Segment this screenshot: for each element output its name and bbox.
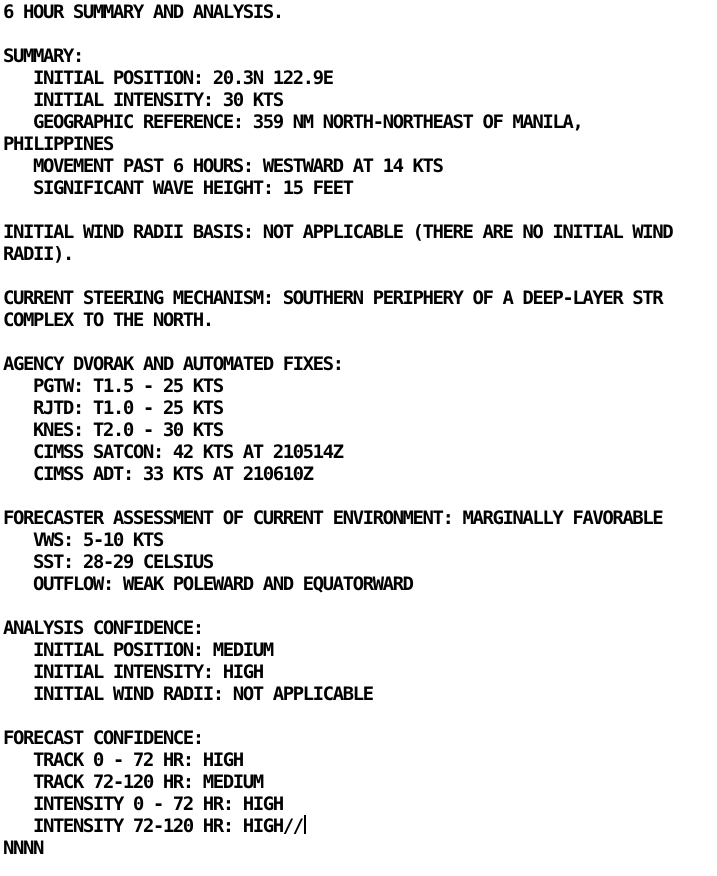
text-line: AGENCY DVORAK AND AUTOMATED FIXES: bbox=[3, 353, 343, 375]
section-heading bbox=[3, 1, 717, 23]
section-current-steering-mechanism bbox=[3, 287, 717, 331]
text-line: INITIAL INTENSITY: HIGH bbox=[3, 661, 263, 683]
text-line: INITIAL WIND RADII: NOT APPLICABLE bbox=[3, 683, 373, 705]
text-line: CIMSS ADT: 33 KTS AT 210610Z bbox=[3, 463, 313, 485]
line-text: INTENSITY 72-120 HR: HIGH// bbox=[3, 815, 303, 837]
text-line: COMPLEX TO THE NORTH. bbox=[3, 309, 213, 331]
section-end-of-message bbox=[3, 837, 717, 859]
text-line: TRACK 72-120 HR: MEDIUM bbox=[3, 771, 263, 793]
text-line: FORECAST CONFIDENCE: bbox=[3, 727, 203, 749]
text-line: INITIAL POSITION: MEDIUM bbox=[3, 639, 273, 661]
text-line: RJTD: T1.0 - 25 KTS bbox=[3, 397, 223, 419]
text-line: ANALYSIS CONFIDENCE: bbox=[3, 617, 203, 639]
text-line: MOVEMENT PAST 6 HOURS: WESTWARD AT 14 KTS bbox=[3, 155, 443, 177]
section-summary bbox=[3, 45, 717, 199]
text-line: CIMSS SATCON: 42 KTS AT 210514Z bbox=[3, 441, 343, 463]
text-line: INITIAL WIND RADII BASIS: NOT APPLICABLE (THERE ARE NO INITIAL WIND bbox=[3, 221, 673, 243]
text-line: SUMMARY: bbox=[3, 45, 83, 67]
text-line: PHILIPPINES bbox=[3, 133, 113, 155]
text-line: CURRENT STEERING MECHANISM: SOUTHERN PERIPHERY OF A DEEP-LAYER STR bbox=[3, 287, 663, 309]
text-line: NNNN bbox=[3, 837, 43, 859]
section-initial-wind-radii-basis bbox=[3, 221, 717, 265]
text-line: INTENSITY 0 - 72 HR: HIGH bbox=[3, 793, 283, 815]
text-line: GEOGRAPHIC REFERENCE: 359 NM NORTH-NORTHEAST OF MANILA, bbox=[3, 111, 583, 133]
section-agency-dvorak-automated-fixes bbox=[3, 353, 717, 485]
text-line: 6 HOUR SUMMARY AND ANALYSIS. bbox=[3, 1, 283, 23]
text-line: FORECASTER ASSESSMENT OF CURRENT ENVIRONMENT: MARGINALLY FAVORABLE bbox=[3, 507, 663, 529]
text-line: RADII). bbox=[3, 243, 73, 265]
section-analysis-confidence bbox=[3, 617, 717, 705]
text-line: INITIAL INTENSITY: 30 KTS bbox=[3, 89, 283, 111]
text-line: KNES: T2.0 - 30 KTS bbox=[3, 419, 223, 441]
text-line: TRACK 0 - 72 HR: HIGH bbox=[3, 749, 243, 771]
text-cursor bbox=[304, 815, 306, 834]
text-line: VWS: 5-10 KTS bbox=[3, 529, 163, 551]
section-forecast-confidence bbox=[3, 727, 717, 837]
text-line: SST: 28-29 CELSIUS bbox=[3, 551, 213, 573]
section-environment-assessment bbox=[3, 507, 717, 595]
text-line bbox=[3, 815, 717, 837]
text-line: OUTFLOW: WEAK POLEWARD AND EQUATORWARD bbox=[3, 573, 413, 595]
text-line: PGTW: T1.5 - 25 KTS bbox=[3, 375, 223, 397]
text-line: INITIAL POSITION: 20.3N 122.9E bbox=[3, 67, 333, 89]
text-line: SIGNIFICANT WAVE HEIGHT: 15 FEET bbox=[3, 177, 353, 199]
